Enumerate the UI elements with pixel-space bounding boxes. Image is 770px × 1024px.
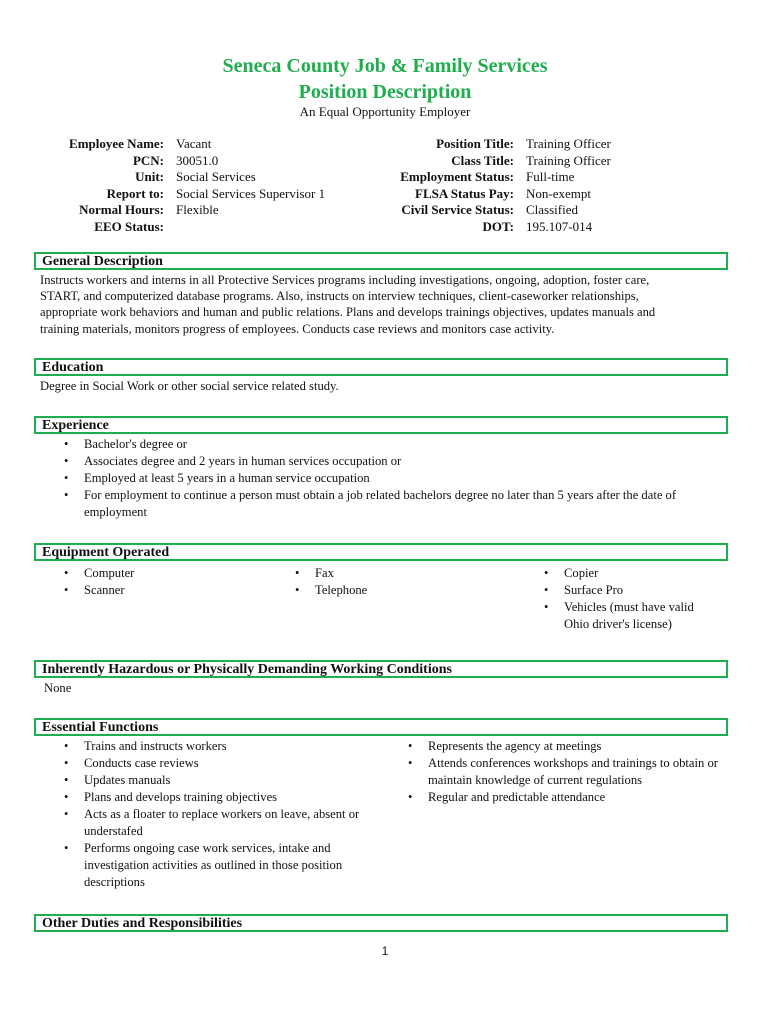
employee-info-left	[34, 136, 325, 236]
equipment-list-col1	[62, 565, 262, 599]
info-label: Civil Service Status:	[401, 202, 514, 218]
list-item: • Regular and predictable attendance	[406, 789, 728, 806]
general-description	[40, 272, 730, 337]
hazardous-text: None	[44, 681, 72, 695]
info-label: EEO Status:	[94, 218, 164, 234]
info-value: Non-exempt	[526, 185, 591, 201]
equipment-list-col2	[293, 565, 493, 599]
info-label: Position Title:	[436, 136, 514, 151]
section-heading-equipment: Equipment Operated	[34, 543, 728, 561]
info-value: 30051.0	[176, 152, 219, 168]
list-item: • Employed at least 5 years in a human service occupation	[62, 470, 728, 487]
page-number: 1	[381, 944, 389, 958]
info-label: Employment Status:	[400, 169, 514, 185]
info-row	[354, 153, 611, 170]
list-item: • Performs ongoing case work services, intake and investigation activities as outlined in those position descriptions	[62, 840, 362, 891]
info-label: Report to:	[106, 185, 164, 201]
list-item: • Plans and develops training objectives	[62, 789, 362, 806]
list-item: • Fax	[293, 565, 493, 582]
info-row	[354, 202, 611, 219]
list-item: • Telephone	[293, 582, 493, 599]
list-item: • Surface Pro	[542, 582, 722, 599]
info-value: Vacant	[176, 136, 212, 151]
list-item: • Bachelor's degree or	[62, 436, 728, 453]
info-row	[354, 169, 611, 186]
section-heading-hazardous: Inherently Hazardous or Physically Demanding Working Conditions	[34, 660, 728, 678]
section-heading-experience: Experience	[34, 416, 728, 434]
experience-list	[62, 436, 728, 521]
section-heading-education: Education	[34, 358, 728, 376]
list-item: • Associates degree and 2 years in human services occupation or	[62, 453, 728, 470]
info-row	[34, 169, 325, 186]
info-row	[34, 202, 325, 219]
section-heading-essential: Essential Functions	[34, 718, 728, 736]
org-title: Seneca County Job & Family Services	[222, 55, 548, 77]
info-value: Social Services	[176, 169, 256, 185]
info-label: FLSA Status Pay:	[415, 185, 514, 201]
general-line: START, and computerized database programs. Also, instructs on interview techniques, client-caseworker relationships,	[40, 289, 639, 304]
list-item: • Scanner	[62, 582, 262, 599]
info-value: Classified	[526, 202, 578, 218]
info-label: DOT:	[482, 218, 514, 234]
info-row	[34, 219, 325, 236]
section-heading-other: Other Duties and Responsibilities	[34, 914, 728, 932]
list-item: • Attends conferences workshops and trainings to obtain or maintain knowledge of current regulations	[406, 755, 728, 789]
info-label: Normal Hours:	[79, 202, 164, 218]
info-label: Class Title:	[451, 152, 514, 168]
info-row	[354, 219, 611, 236]
list-item: • Copier	[542, 565, 722, 582]
employer-tagline: An Equal Opportunity Employer	[299, 104, 471, 119]
info-row	[354, 136, 611, 153]
list-item: • Trains and instructs workers	[62, 738, 362, 755]
essential-list-col1	[62, 738, 362, 891]
section-heading-general: General Description	[34, 252, 728, 270]
list-item: • Acts as a floater to replace workers on leave, absent or understafed	[62, 806, 362, 840]
info-label: Employee Name:	[69, 136, 164, 151]
list-item: • Vehicles (must have valid Ohio driver's license)	[542, 599, 722, 633]
info-value: Training Officer	[526, 136, 611, 151]
document-title: Position Description	[298, 81, 472, 103]
info-value: Full-time	[526, 169, 575, 185]
list-item: • Updates manuals	[62, 772, 362, 789]
info-value: Social Services Supervisor 1	[176, 185, 326, 201]
general-line: appropriate work behaviors and human and public relations. Plans and develops trainings objectives, updates manuals and	[40, 305, 656, 320]
education-text: Degree in Social Work or other social service related study.	[40, 379, 339, 393]
info-value: 195.107-014	[526, 218, 593, 234]
info-row	[34, 136, 325, 153]
list-item: • Conducts case reviews	[62, 755, 362, 772]
info-row	[34, 186, 325, 203]
info-row	[34, 153, 325, 170]
essential-list-col2	[406, 738, 728, 806]
info-value: Training Officer	[526, 152, 611, 168]
general-line: training materials, monitors progress of employees. Conducts case reviews and monitors case activity.	[40, 321, 555, 336]
employee-info-right	[354, 136, 611, 236]
equipment-list-col3	[542, 565, 722, 633]
info-label: PCN:	[132, 152, 164, 168]
info-label: Unit:	[135, 169, 164, 185]
info-value: Flexible	[176, 202, 219, 218]
list-item: • Represents the agency at meetings	[406, 738, 728, 755]
list-item: • Computer	[62, 565, 262, 582]
info-row	[354, 186, 611, 203]
general-line: Instructs workers and interns in all Protective Services programs including investigations, ongoing, adoption, foster care,	[40, 273, 650, 287]
list-item: • For employment to continue a person must obtain a job related bachelors degree no later than 5 years after the date of employment	[62, 487, 728, 521]
